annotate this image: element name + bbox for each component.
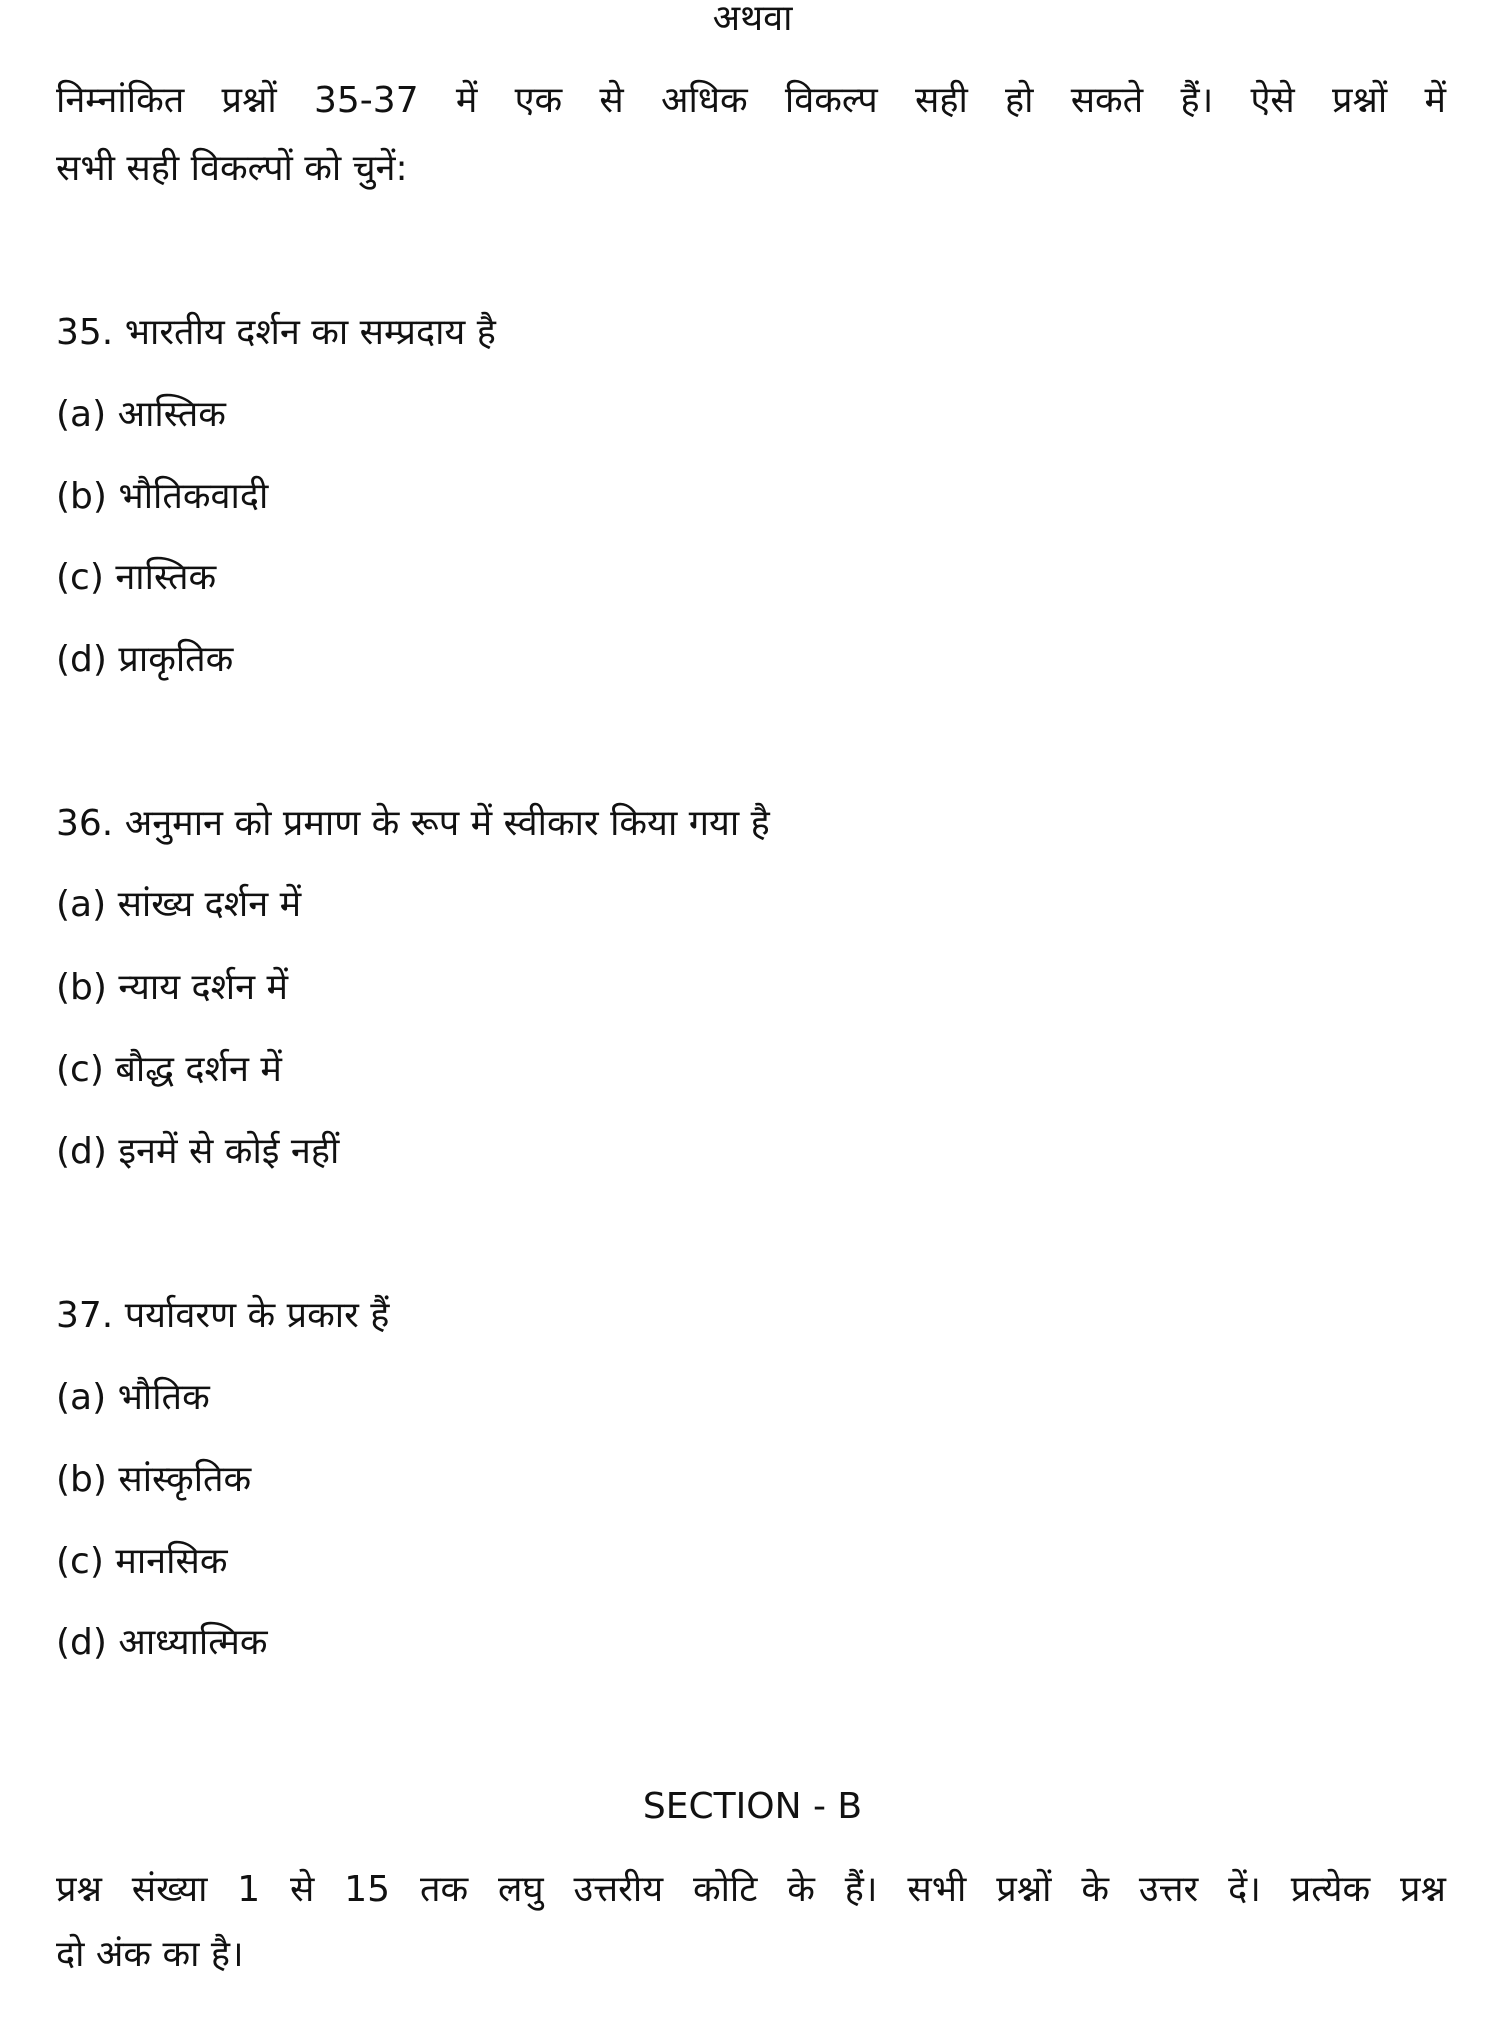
section-instruction-line-2: दो अंक का है।: [56, 1934, 244, 1975]
question-35: 35. भारतीय दर्शन का सम्प्रदाय है: [56, 312, 496, 353]
instruction-line-1: निम्नांकित प्रश्नों 35-37 में एक से अधिक विकल्प सही हो सकते हैं। ऐसे प्रश्नों में: [56, 80, 1446, 121]
section-instruction-line-1: प्रश्न संख्या 1 से 15 तक लघु उत्तरीय कोटि के हैं। सभी प्रश्नों के उत्तर दें। प्रत्येक प्रश्न: [56, 1869, 1446, 1910]
option: (d) आध्यात्मिक: [56, 1622, 268, 1663]
option: (c) मानसिक: [56, 1541, 228, 1582]
section-title: SECTION - B: [642, 1786, 863, 1827]
option: (b) न्याय दर्शन में: [56, 967, 289, 1008]
question-37: 37. पर्यावरण के प्रकार हैं: [56, 1295, 390, 1336]
option: (b) भौतिकवादी: [56, 476, 269, 517]
option: (b) सांस्कृतिक: [56, 1459, 252, 1500]
instruction-line-2: सभी सही विकल्पों को चुनें:: [56, 148, 408, 189]
option: (d) इनमें से कोई नहीं: [56, 1131, 340, 1172]
option: (d) प्राकृतिक: [56, 639, 234, 680]
option: (a) आस्तिक: [56, 394, 226, 435]
option: (c) बौद्ध दर्शन में: [56, 1049, 282, 1090]
option: (c) नास्तिक: [56, 557, 217, 598]
question-36: 36. अनुमान को प्रमाण के रूप में स्वीकार किया गया है: [56, 803, 770, 844]
option: (a) सांख्य दर्शन में: [56, 884, 302, 925]
or-heading: अथवा: [712, 0, 793, 39]
option: (a) भौतिक: [56, 1377, 210, 1418]
